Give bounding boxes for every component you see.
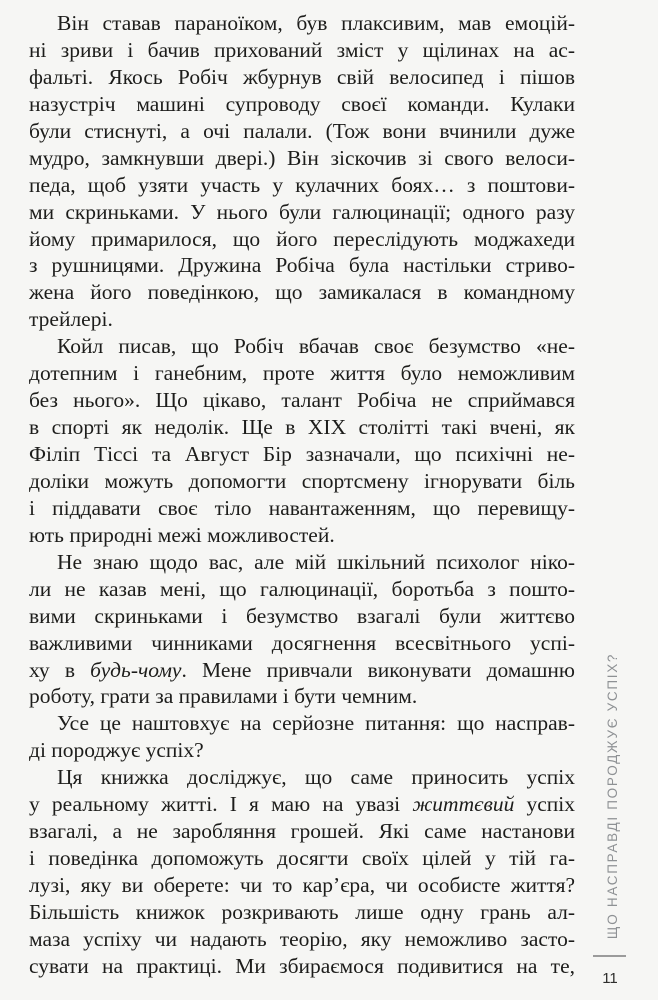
line-text: назустріч машині супроводу своєї команди. Кулаки	[29, 91, 575, 116]
line-text: важливими чинниками досягнення всесвітнього успі-	[29, 630, 575, 655]
text-line	[29, 657, 575, 684]
text-line	[29, 468, 575, 495]
text-line	[29, 710, 575, 737]
line-text: в спорті як недолік. Ще в XIX столітті такі вчені, як	[29, 415, 575, 440]
text-line	[29, 818, 575, 845]
line-text: ли не казав мені, що галюцинації, боротьба з пошто-	[29, 576, 575, 601]
running-chapter-title: ЩО НАСПРАВДІ ПОРОДЖУЄ УСПІХ?	[605, 652, 620, 940]
line-text: жена його поведінкою, що замикалася в командному	[29, 280, 575, 305]
line-text: Більшість книжок розкривають лише одну грань ал-	[29, 899, 575, 924]
line-text: сувати на практиці. Ми збираємося подивитися на те,	[29, 953, 575, 978]
line-text: без нього». Що цікаво, талант Робіча не сприймався	[29, 388, 575, 413]
line-text: ють природні межі можливостей.	[29, 522, 335, 547]
text-line	[29, 37, 575, 64]
text-line	[29, 630, 575, 657]
line-text: ді породжує успіх?	[29, 738, 204, 763]
text-line	[29, 683, 575, 710]
line-text: дотепним і ганебним, проте життя було неможливим	[29, 361, 575, 386]
page-number: 11	[602, 970, 618, 987]
text-line	[29, 522, 575, 549]
line-text: Ця книжка досліджує, що саме приносить успіх	[57, 765, 575, 790]
line-text: йому примарилося, що його переслідують моджахеди	[29, 226, 575, 251]
text-line	[29, 872, 575, 899]
text-line	[29, 603, 575, 630]
line-text: роботу, грати за правилами і бути чемним.	[29, 684, 418, 709]
text-line	[29, 226, 575, 253]
line-text: і піддавати своє тіло навантаженням, що перевищу-	[29, 495, 575, 520]
line-text: і поведінка допоможуть досягти своїх цілей у тій га-	[29, 846, 575, 871]
line-text: фальті. Якось Робіч жбурнув свій велосипед і пішов	[29, 64, 575, 89]
text-line	[29, 791, 575, 818]
line-text: маза успіху чи надають теорію, яку неможливо засто-	[29, 926, 575, 951]
text-line	[29, 899, 575, 926]
page-number-rule	[593, 955, 626, 957]
text-line	[29, 441, 575, 468]
line-text: Койл писав, що Робіч вбачав своє безумство «не-	[57, 334, 575, 359]
line-text: Він ставав параноїком, був плаксивим, мав емоцій-	[57, 11, 575, 35]
text-line	[29, 845, 575, 872]
text-line	[29, 118, 575, 145]
text-line	[29, 10, 575, 37]
line-text: взагалі, а не заробляння грошей. Які саме настанови	[29, 819, 575, 844]
line-text: мудро, замкнувши двері.) Він зіскочив зі свого велоси-	[29, 145, 575, 170]
text-line	[29, 387, 575, 414]
line-text: ху в будь-чому. Мене привчали виконувати домашню	[29, 657, 575, 682]
line-text: ми скриньками. У нього були галюцинації; одного разу	[29, 199, 575, 224]
line-text: Не знаю щодо вас, але мій шкільний психолог ніко-	[57, 549, 575, 574]
line-text: з рушницями. Дружина Робіча була настільки стриво-	[29, 253, 575, 278]
text-line	[29, 306, 575, 333]
text-line	[29, 252, 575, 279]
page-text	[29, 10, 575, 980]
line-text: вими скриньками і безумство взагалі були життєво	[29, 603, 575, 628]
line-text: ні зриви і бачив прихований зміст у щілинах на ас-	[29, 37, 575, 62]
text-line	[29, 495, 575, 522]
line-text: Філіп Тіссі та Август Бір зазначали, що психічні не-	[29, 442, 575, 466]
text-line	[29, 414, 575, 441]
line-text: у реальному житті. І я маю на увазі життєвий успіх	[29, 792, 576, 817]
text-line	[29, 333, 575, 360]
text-line	[29, 172, 575, 199]
text-line	[29, 91, 575, 118]
text-line	[29, 926, 575, 953]
text-line	[29, 145, 575, 172]
line-text: лузі, яку ви оберете: чи то кар’єра, чи особисте життя?	[29, 873, 575, 897]
text-line	[29, 576, 575, 603]
line-text: доліки можуть допомогти спортсмену ігнорувати біль	[29, 468, 575, 493]
line-text: були стиснуті, а очі палали. (Тож вони вчинили дуже	[29, 118, 575, 143]
text-line	[29, 764, 575, 791]
text-line	[29, 737, 575, 764]
text-line	[29, 549, 575, 576]
line-text: педа, щоб узяти участь у кулачних боях… з поштови-	[29, 172, 575, 197]
line-text: Усе це наштовхує на серйозне питання: що насправ-	[57, 711, 575, 736]
text-line	[29, 953, 575, 980]
text-line	[29, 199, 575, 226]
line-text: трейлері.	[29, 307, 113, 332]
text-line	[29, 64, 575, 91]
text-line	[29, 279, 575, 306]
text-line	[29, 360, 575, 387]
